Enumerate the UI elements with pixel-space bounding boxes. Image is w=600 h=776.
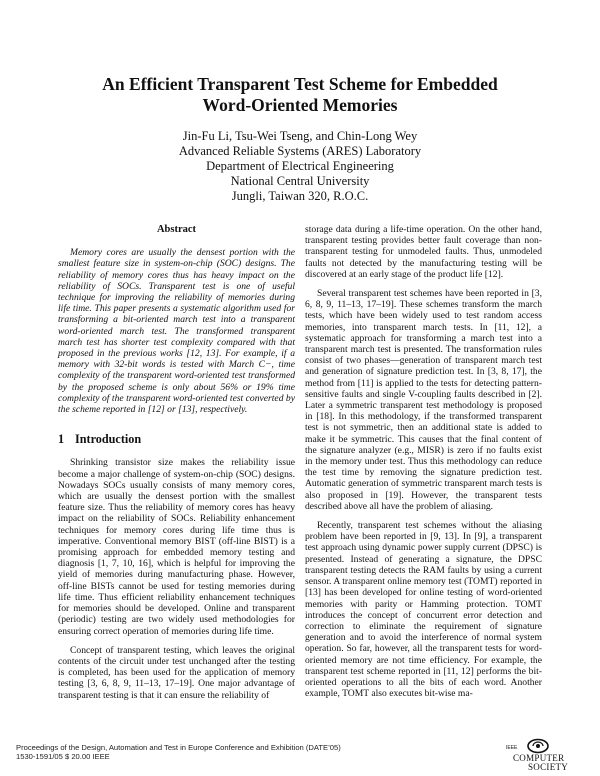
paper-title <box>40 74 560 116</box>
title-line-1: An Efficient Transparent Test Scheme for Embedded <box>102 74 498 94</box>
footer-issn: 1530-1591/05 $ 20.00 IEEE <box>16 752 110 761</box>
body-paragraph: Recently, transparent test schemes without the aliasing problem have been reported in [9, 13]. In [9], a transparent test approach using dynamic power supply current (DPSC) is presented. Instead of generating a signature, the DPSC transparent testing detects the RAM faults by using a current sensor. A transparent online memory test (TOMT) reported in [13] has been developed for online testing of word-oriented memories with parity or Hamming protection. TOMT introduces the concept of concurrent error detection and correction to eliminate the requirement of signature generation and to avoid the interference of normal system operation. So far, however, all the transparent tests for word-oriented memory are not time efficiency. For example, the transparent test scheme reported in [11, 12] performs the bit-oriented operations to all the bits of each word. Another example, TOMT also executes bit-wise ma- <box>305 520 542 700</box>
right-column <box>305 224 542 707</box>
computer-society-logo <box>506 738 586 772</box>
footer-proceedings: Proceedings of the Design, Automation and Test in Europe Conference and Exhibition (DATE’05) <box>16 743 341 752</box>
logo-text-society: SOCIETY <box>528 762 569 772</box>
abstract-heading: Abstract <box>156 224 197 235</box>
affiliation-line: National Central University <box>230 174 370 188</box>
author-names: Jin-Fu Li, Tsu-Wei Tseng, and Chin-Long Wey <box>182 129 418 143</box>
logo-ieee-text: IEEE <box>506 745 518 751</box>
author-block <box>100 129 500 204</box>
affiliation-line: Advanced Reliable Systems (ARES) Laboratory <box>178 144 422 158</box>
left-column <box>58 224 295 709</box>
page-footer <box>16 743 341 761</box>
section-number: 1 <box>58 432 65 447</box>
body-paragraph: Concept of transparent testing, which leaves the original contents of the circuit under test unchanged after the testing is completed, has been used for the application of memory testing [3, 6, 8, 9, 11–13, 17–19]. One major advantage of transparent testing is that it can ensure the reliability of <box>58 644 295 701</box>
body-paragraph: Several transparent test schemes have been reported in [3, 6, 8, 9, 11–13, 17–19]. These schemes transform the march tests, which have been widely used to test random access memories, into transparent march tests. In [11, 12], a systematic approach for transforming a march test into a transparent march test is presented. The transformation rules consist of two phases—generation of transparent march test and generation of signature prediction test. In [3, 8, 17], the method from [11] is applied to the tests for detecting pattern-sensitive faults and single V-coupling faults described in [2]. Later a symmetric transparent test methodology is proposed in [18]. In this methodology, if the transformed transparent test is not symmetric, then an additional state is added to make it be symmetric. This causes that the final content of the signature analyzer (e.g., MISR) is zero if no faults exist in the memory under test. Thus this methodology can reduce the test time by removing the signature prediction test. Automatic generation of symmetric transparent march tests is also proposed in [19]. However, the transparent tests described above all have the problem of aliasing. <box>305 288 542 512</box>
section-title: Introduction <box>75 432 142 447</box>
section-heading <box>58 434 295 445</box>
body-paragraph: Shrinking transistor size makes the reliability issue become a major challenge of system-on-chip (SOC) designs. Nowadays SOCs usually consists of many memory cores, which are usually the densest portion with the smallest feature size. Thus the reliability of memory cores has heavy impact on the reliability of SOCs. Reliability enhancement techniques for memory cores during life time thus is imperative. Conventional memory BIST (off-line BIST) is a promising approach for embedded memory testing and diagnosis [1, 7, 10, 16], which is helpful for improving the yield of memories during manufacturing phase. However, off-line BISTs cannot be used for testing memories during life time. Thus efficient reliability enhancement techniques for memories should be developed. Online and transparent (periodic) testing are two widely used methodologies for ensuring correct operation of memories during life time. <box>58 457 295 637</box>
body-paragraph: storage data during a life-time operation. On the other hand, transparent testing provides better fault coverage than non-transparent testing for unmodeled faults. Thus, unmodeled faults not detected by the manufacturing testing will be discovered at an early stage of the product life [12]. <box>305 224 542 280</box>
affiliation-line: Department of Electrical Engineering <box>206 159 394 173</box>
abstract-text: Memory cores are usually the densest portion with the smallest feature size in system-on-chip (SOC) designs. The reliability of memory cores thus has heavy impact on the reliability of SOCs. Transparent test is one of useful technique for improving the reliability of memories during life time. This paper presents a systematic algorithm used for transforming a bit-oriented march test into a transparent word-oriented march test. The transformed transparent march test has shorter test complexity compared with that proposed in the previous works [12, 13]. For example, if a memory with 32-bit words is tested with March C−, time complexity of the transparent word-oriented test transformed by the proposed scheme is only about 56% or 19% time complexity of the transparent word-oriented test converted by the scheme reported in [12] or [13], respectively. <box>58 247 295 416</box>
logo-text-computer: COMPUTER <box>513 753 565 763</box>
title-line-2: Word-Oriented Memories <box>202 95 398 115</box>
logo-mark-icon <box>526 738 550 754</box>
affiliation-line: Jungli, Taiwan 320, R.O.C. <box>231 189 369 203</box>
